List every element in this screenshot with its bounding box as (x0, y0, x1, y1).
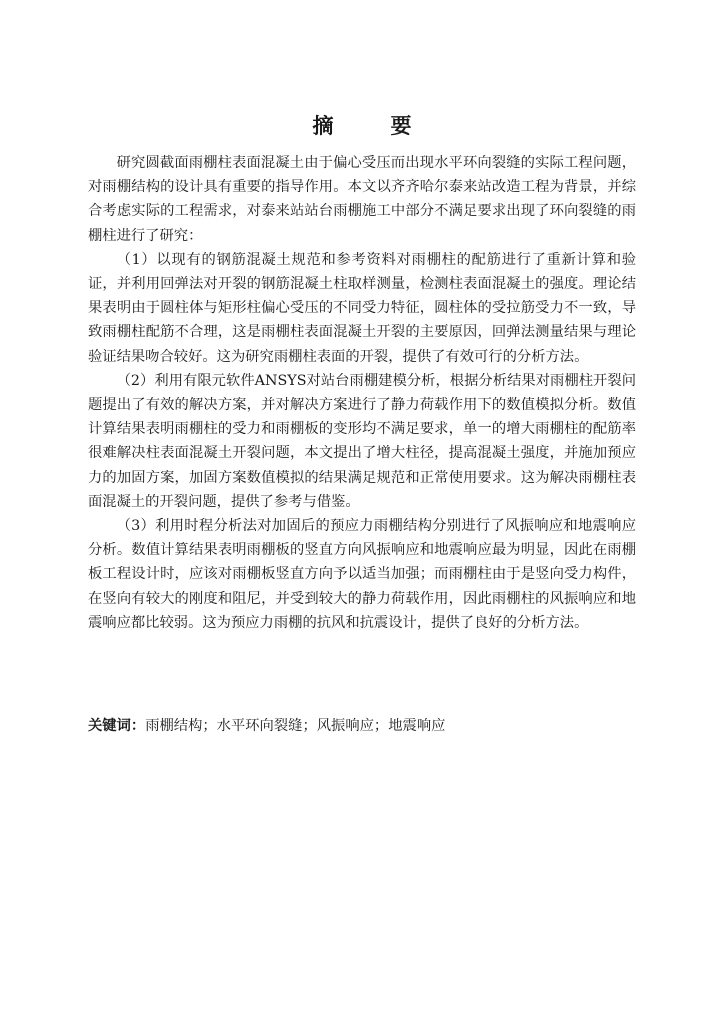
abstract-title: 摘 要 (312, 114, 430, 138)
abstract-paragraph-3: （3）利用时程分析法对加固后的预应力雨棚结构分别进行了风振响应和地震响应分析。数值计算结果表明雨棚板的竖直方向风振响应和地震响应最为明显，因此在雨棚板工程设计时，应该对雨棚板竖直方向予以适当加强；而雨棚柱由于是竖向受力构件，在竖向有较大的刚度和阻尼，并受到较大的静力荷载作用，因此雨棚柱的风振响应和地震响应都比较弱。这为预应力雨棚的抗风和抗震设计，提供了良好的分析方法。 (88, 518, 636, 631)
keywords-line (88, 714, 636, 738)
abstract-paragraph-1: （1）以现有的钢筋混凝土规范和参考资料对雨棚柱的配筋进行了重新计算和验证，并利用回弹法对开裂的钢筋混凝土柱取样测量，检测柱表面混凝土的强度。理论结果表明由于圆柱体与矩形柱偏心受压的不同受力特征，圆柱体的受拉筋受力不一致，导致雨棚柱配筋不合理，这是雨棚柱表面混凝土开裂的主要原因，回弹法测量结果与理论验证结果吻合较好。这为研究雨棚柱表面的开裂，提供了有效可行的分析方法。 (88, 251, 636, 365)
keywords-value: 雨棚结构；水平环向裂缝；风振响应；地震响应 (145, 718, 446, 734)
abstract-paragraph-2: （2）利用有限元软件ANSYS对站台雨棚建模分析，根据分析结果对雨棚柱开裂问题提出了有效的解决方案，并对解决方案进行了静力荷载作用下的数值模拟分析。数值计算结果表明雨棚柱的受力和雨棚板的变形均不满足要求，单一的增大雨棚柱的配筋率很难解决柱表面混凝土开裂问题，本文提出了增大柱径，提高混凝土强度，并施加预应力的加固方案，加固方案数值模拟的结果满足规范和正常使用要求。这为解决雨棚柱表面混凝土的开裂问题，提供了参考与借鉴。 (88, 372, 636, 510)
keywords-label: 关键词： (88, 718, 146, 734)
abstract-body (88, 151, 636, 635)
abstract-paragraph-intro: 研究圆截面雨棚柱表面混凝土由于偏心受压而出现水平环向裂缝的实际工程问题，对雨棚结构的设计具有重要的指导作用。本文以齐齐哈尔泰来站改造工程为背景，并综合考虑实际的工程需求，对泰来站站台雨棚施工中部分不满足要求出现了环向裂缝的雨棚柱进行了研究： (88, 155, 636, 244)
